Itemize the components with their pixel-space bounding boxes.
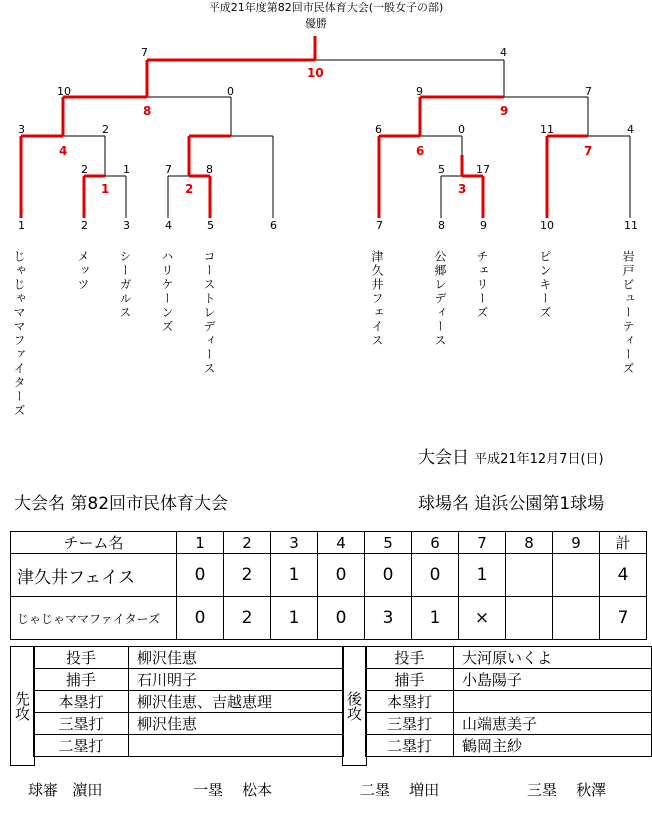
stat-player: 小島陽子 (453, 669, 651, 691)
stat-player: 大河原いくよ (453, 647, 651, 669)
stat-role: 本塁打 (366, 691, 454, 713)
bracket-loser-lines (42, 60, 630, 218)
team-name: シーガルス (118, 250, 132, 320)
inning-score: 2 (224, 554, 271, 597)
stat-role: 捕手 (34, 669, 129, 691)
inning-score: 2 (224, 597, 271, 640)
inning-score: 0 (177, 597, 224, 640)
umpire-name: 増田 (409, 781, 440, 799)
inning-score: 3 (365, 597, 412, 640)
venue (418, 494, 604, 514)
r1a-game-no: 1 (101, 182, 110, 196)
inning-score: 0 (412, 554, 459, 597)
team-number: 11 (624, 219, 638, 232)
inning-header: 9 (553, 532, 600, 554)
semi2-left-score: 9 (416, 85, 423, 98)
umpire-third (527, 779, 606, 800)
qf3-game-no: 6 (416, 144, 425, 158)
team-number: 4 (165, 219, 172, 232)
inning-score: 0 (318, 554, 365, 597)
umpire-home (28, 779, 102, 800)
qf4-left-score: 11 (540, 123, 554, 136)
team-name: コーストレディース (202, 250, 216, 376)
umpire-name: 秋澤 (576, 781, 607, 799)
inning-score (506, 554, 553, 597)
row-team: 津久井フェイス (11, 554, 177, 597)
inning-header: 2 (224, 532, 271, 554)
stat-row (34, 713, 344, 735)
stat-row (366, 735, 652, 757)
final-left-score: 7 (141, 46, 148, 59)
stat-row (34, 691, 344, 713)
inning-score: 1 (412, 597, 459, 640)
second-attack-label: 後攻 (342, 646, 367, 766)
game-date (418, 448, 604, 468)
tournament-value: 第82回市民体育大会 (70, 494, 229, 514)
umpire-role: 三塁 (527, 781, 558, 799)
inning-header: 1 (177, 532, 224, 554)
inning-score: 1 (271, 597, 318, 640)
total-header: 計 (600, 532, 647, 554)
semi2-game-no: 9 (500, 104, 509, 118)
inning-header: 5 (365, 532, 412, 554)
inning-score: 1 (271, 554, 318, 597)
qf4-right-score: 4 (627, 123, 634, 136)
final-right-score: 4 (500, 46, 507, 59)
umpire-role: 一塁 (193, 781, 224, 799)
scoreboard (10, 531, 647, 640)
inning-score (506, 597, 553, 640)
team-number: 3 (123, 219, 130, 232)
team-name: 岩戸ビューティーズ (621, 250, 635, 376)
venue-label: 球場名 (418, 494, 469, 514)
tournament-label: 大会名 (14, 494, 65, 514)
stat-role: 投手 (366, 647, 454, 669)
stat-role: 三塁打 (366, 713, 454, 735)
inning-header: 8 (506, 532, 553, 554)
stat-role: 捕手 (366, 669, 454, 691)
semi1-game-no: 8 (143, 104, 152, 118)
date-label: 大会日 (418, 448, 469, 468)
champion-label: 優勝 (305, 17, 327, 30)
qf1-game-no: 4 (59, 144, 68, 158)
stat-player: 鶴岡主紗 (453, 735, 651, 757)
inning-header: 7 (459, 532, 506, 554)
r1b-left-score: 5 (438, 163, 445, 176)
date-value: 平成21年12月7日(日) (474, 452, 604, 467)
qf1-right-score: 2 (102, 123, 109, 136)
team-name: じゃじゃママファイターズ (12, 250, 26, 418)
umpire-name: 濵田 (72, 781, 103, 799)
inning-score (553, 597, 600, 640)
stat-player: 柳沢佳恵 (129, 713, 344, 735)
qf2-game-no: 2 (185, 182, 194, 196)
qf3-left-score: 6 (375, 123, 382, 136)
first-attack-label: 先攻 (10, 646, 35, 766)
inning-score: 0 (318, 597, 365, 640)
team-number: 6 (270, 219, 277, 232)
stat-player (453, 691, 651, 713)
r1b-right-score: 17 (476, 163, 490, 176)
semi2-right-score: 7 (585, 85, 592, 98)
tournament-bracket (0, 0, 652, 240)
tournament-title: 平成21年度第82回市民体育大会(一般女子の部) (208, 1, 444, 14)
scoreboard-row (11, 554, 647, 597)
r1a-right-score: 1 (123, 163, 130, 176)
stat-player: 柳沢佳恵 (129, 647, 344, 669)
scoreboard-header (11, 532, 647, 554)
team-number: 7 (376, 219, 383, 232)
inning-score (553, 554, 600, 597)
stat-row (34, 647, 344, 669)
venue-value: 追浜公園第1球場 (474, 494, 605, 514)
stat-role: 投手 (34, 647, 129, 669)
qf3-right-score: 0 (458, 123, 465, 136)
row-total: 7 (600, 597, 647, 640)
stat-role: 三塁打 (34, 713, 129, 735)
umpire-first (193, 779, 272, 800)
qf1-left-score: 3 (18, 123, 25, 136)
inning-score: 0 (177, 554, 224, 597)
qf4-game-no: 7 (584, 144, 593, 158)
inning-score: × (459, 597, 506, 640)
stat-row (366, 669, 652, 691)
umpire-role: 球審 (28, 781, 59, 799)
row-team: じゃじゃママファイターズ (11, 597, 177, 640)
first-attack-stats (33, 646, 344, 757)
qf2-left-score: 7 (165, 163, 172, 176)
team-name: 津久井フェイス (370, 250, 384, 348)
semi1-left-score: 10 (57, 85, 71, 98)
inning-header: 3 (271, 532, 318, 554)
team-number: 9 (480, 219, 487, 232)
stat-row (34, 735, 344, 757)
inning-score: 1 (459, 554, 506, 597)
stat-player: 柳沢佳恵、吉越恵理 (129, 691, 344, 713)
team-name: チェリーズ (475, 250, 489, 320)
team-name: メッツ (76, 250, 90, 292)
row-total: 4 (600, 554, 647, 597)
r1b-game-no: 3 (458, 182, 467, 196)
inning-score: 0 (365, 554, 412, 597)
inning-header: 4 (318, 532, 365, 554)
qf2-right-score: 8 (206, 163, 213, 176)
stat-player: 石川明子 (129, 669, 344, 691)
stat-row (366, 713, 652, 735)
team-header: チーム名 (11, 532, 177, 554)
stat-role: 二塁打 (366, 735, 454, 757)
team-number: 8 (438, 219, 445, 232)
inning-header: 6 (412, 532, 459, 554)
stat-role: 二塁打 (34, 735, 129, 757)
tournament-name (14, 494, 228, 514)
stat-row (34, 669, 344, 691)
team-name: 公郷レディース (433, 250, 447, 348)
umpire-second (360, 779, 439, 800)
team-number: 1 (18, 219, 25, 232)
stat-row (366, 647, 652, 669)
team-number: 5 (207, 219, 214, 232)
stat-role: 本塁打 (34, 691, 129, 713)
umpire-name: 松本 (242, 781, 273, 799)
semi1-right-score: 0 (227, 85, 234, 98)
team-name: ピンキーズ (538, 250, 552, 320)
stat-player (129, 735, 344, 757)
r1a-left-score: 2 (81, 163, 88, 176)
team-name: ハリケーンズ (160, 250, 174, 334)
stat-player: 山端恵美子 (453, 713, 651, 735)
final-game-no: 10 (307, 66, 324, 80)
stat-row (366, 691, 652, 713)
scoreboard-row (11, 597, 647, 640)
team-number: 2 (81, 219, 88, 232)
umpire-role: 二塁 (360, 781, 391, 799)
second-attack-stats (365, 646, 652, 757)
team-number: 10 (540, 219, 554, 232)
